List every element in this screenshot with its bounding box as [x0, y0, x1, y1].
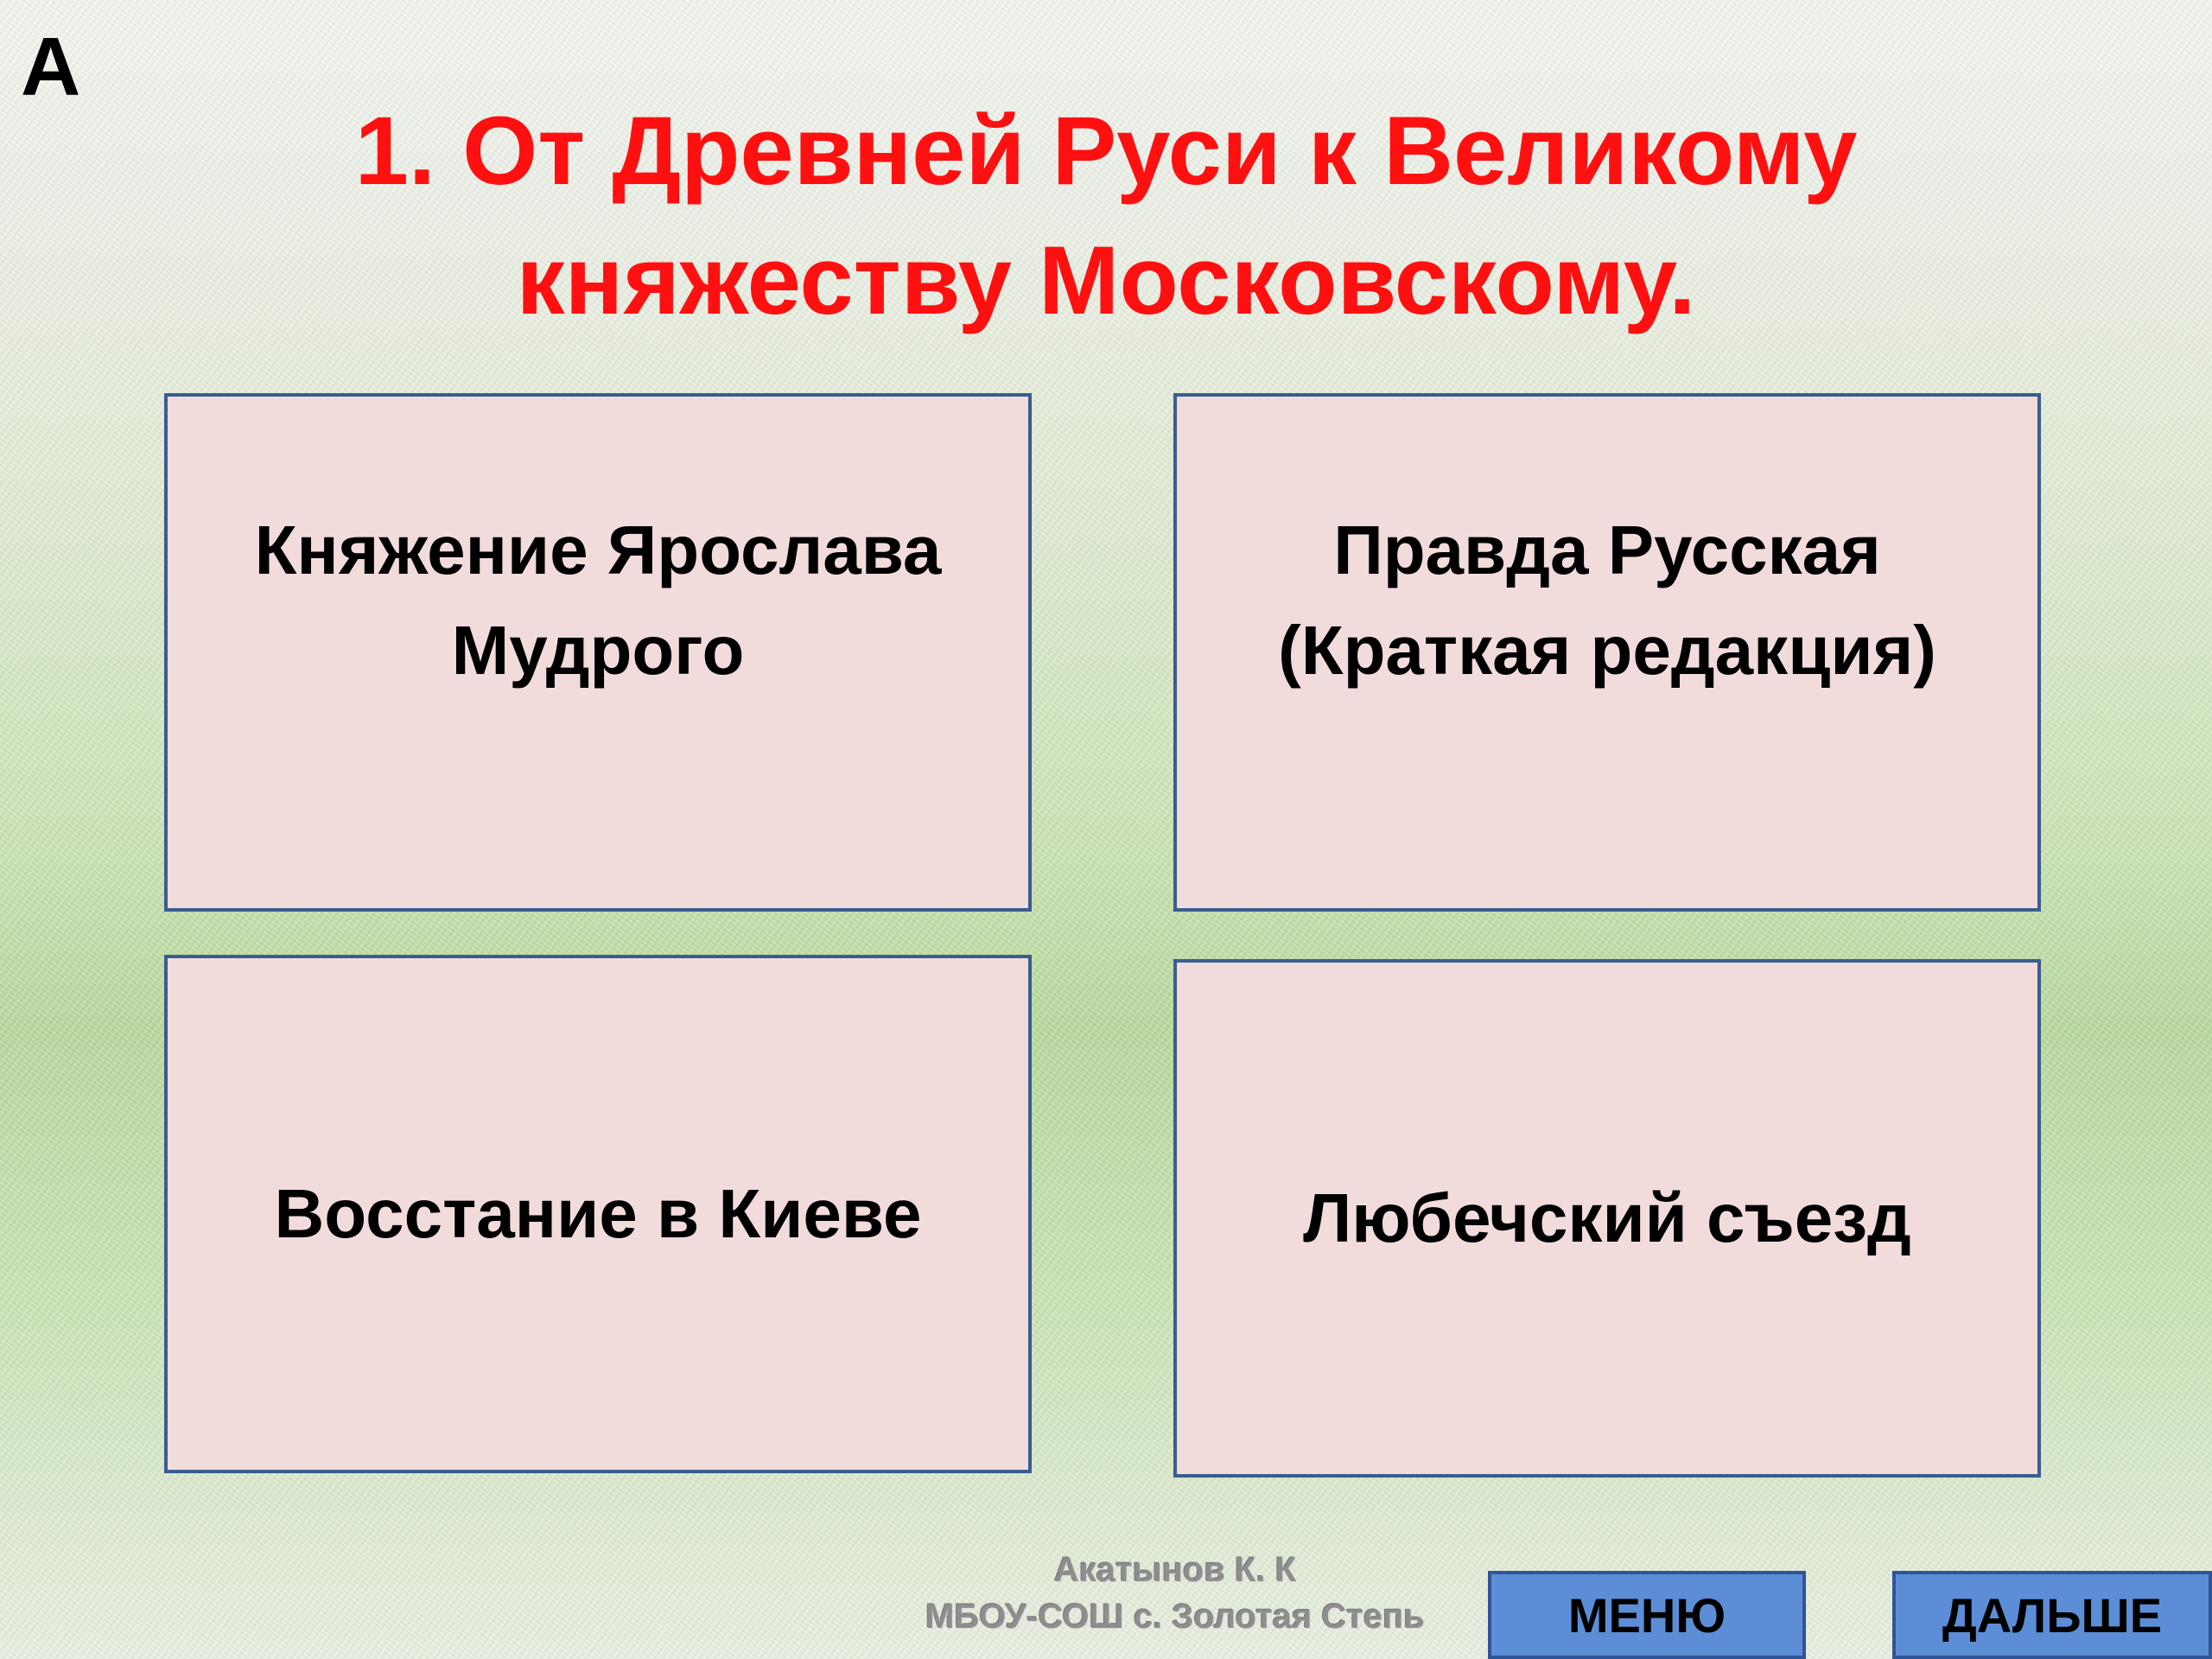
answer-card-1-line-2: Мудрого: [451, 612, 745, 689]
author-name: Акатынов К. К: [1053, 1551, 1297, 1589]
answer-card-1-line-1: Княжение Ярослава: [254, 512, 942, 588]
answer-card-2[interactable]: [1173, 393, 2041, 912]
answer-card-4-line-1: Любечский съезд: [1303, 1179, 1911, 1256]
answer-card-3[interactable]: [164, 955, 1032, 1473]
author-credit: [864, 1547, 1486, 1640]
answer-card-1[interactable]: [164, 393, 1032, 912]
answer-card-2-line-2: (Краткая редакция): [1278, 612, 1936, 689]
corner-letter: А: [21, 21, 81, 113]
school-name: МБОУ-СОШ с. Золотая Степь: [925, 1598, 1425, 1636]
answer-card-4[interactable]: [1173, 959, 2041, 1478]
title-line-1: 1. От Древней Руси к Великому: [354, 97, 1858, 205]
answer-card-3-line-1: Восстание в Киеве: [274, 1175, 922, 1252]
menu-button[interactable]: МЕНЮ: [1488, 1571, 1806, 1659]
title-line-2: княжеству Московскому.: [516, 226, 1696, 334]
next-button[interactable]: ДАЛЬШЕ: [1892, 1571, 2212, 1659]
answer-card-2-line-1: Правда Русская: [1333, 512, 1881, 588]
page-title: [259, 86, 1953, 346]
